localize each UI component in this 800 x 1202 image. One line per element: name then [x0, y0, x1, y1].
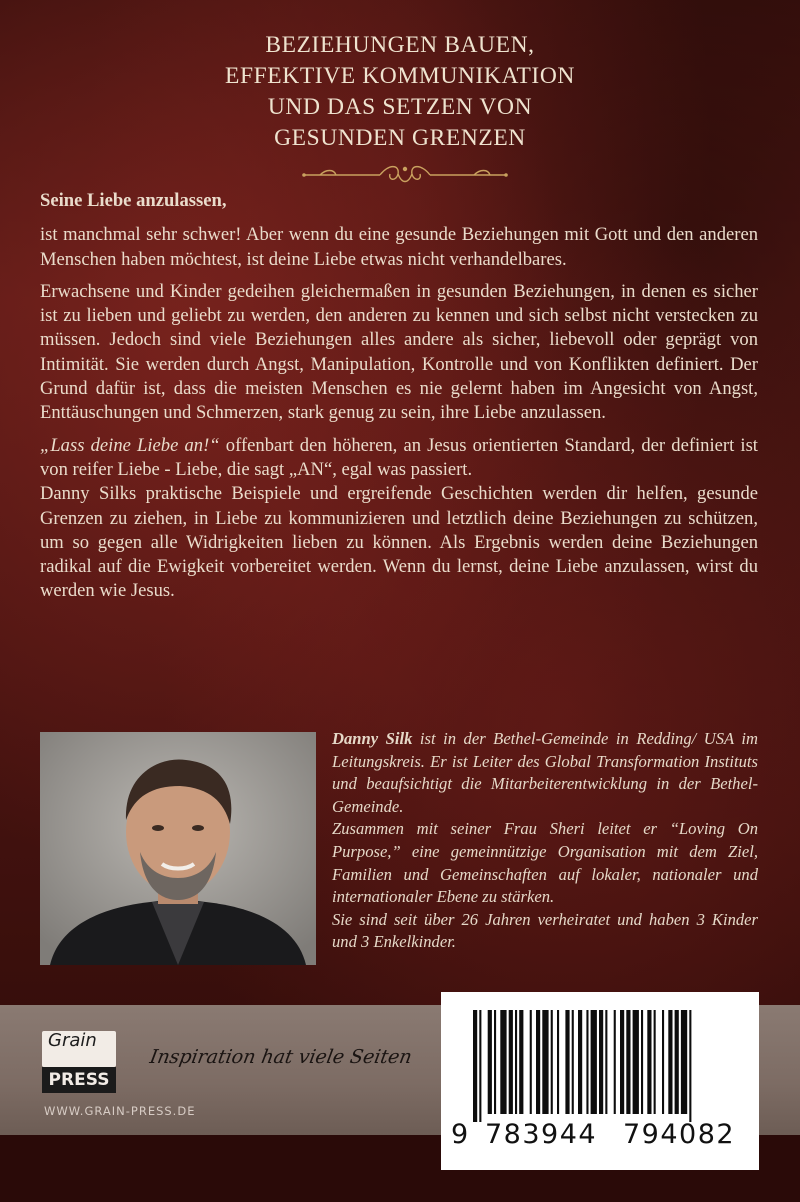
blurb-paragraph-3-text: offenbart den höheren, an Jesus orientierten Standard, der definiert ist von reifer Liebe - Liebe, die sagt „AN“, egal was passiert. — [40, 434, 758, 480]
barcode-bar — [675, 1010, 679, 1114]
blurb-lead: Seine Liebe anzulassen, — [40, 190, 227, 211]
barcode-bar — [681, 1010, 687, 1114]
barcode-bar — [654, 1010, 656, 1114]
author-bio-text-1: ist in der Bethel-Gemeinde in Redding/ USA im Leitungskreis. Er ist Leiter des Global Transformation Instituts und beaufsichtigt die Mitarbeiterentwicklung in der Bethel-Gemeinde. — [332, 729, 758, 816]
author-photo — [40, 732, 316, 965]
publisher-logo-bottom: PRESS — [42, 1067, 116, 1093]
publisher-logo — [42, 1031, 116, 1093]
author-name: Danny Silk — [332, 729, 413, 748]
barcode-bar — [536, 1010, 540, 1114]
barcode-bar — [620, 1010, 624, 1114]
headline-line-3: UND DAS SETZEN VON — [267, 94, 533, 120]
headline-line-2: EFFEKTIVE KOMMUNIKATION — [225, 63, 575, 89]
barcode-bar — [599, 1010, 603, 1114]
publisher-tagline: Inspiration hat viele Seiten — [148, 1046, 414, 1068]
author-bio — [332, 728, 758, 954]
author-bio-paragraph-2: Zusammen mit seiner Frau Sheri leitet er “Loving On Purpose,” eine gemeinnützige Organisation mit dem Ziel, Familien und Gemeinschaften auf lokaler, nationaler und internationaler Ebene zu stärken. — [332, 819, 758, 907]
publisher-logo-top: Grain — [42, 1031, 116, 1067]
barcode-bar — [605, 1010, 607, 1114]
barcode-bar — [647, 1010, 651, 1114]
isbn-group-1: 783944 — [485, 1119, 598, 1150]
headline-line-1: BEZIEHUNGEN BAUEN, — [265, 32, 535, 58]
isbn-group-2: 794082 — [623, 1119, 736, 1150]
barcode-bar — [551, 1010, 553, 1114]
barcode-bar — [488, 1010, 492, 1114]
barcode-bar — [565, 1010, 569, 1114]
blurb-paragraph-2: Erwachsene und Kinder gedeihen gleichermaßen in gesunden Beziehungen, in denen es sicher ist zu lieben und geliebt zu werden, den anderen zu kennen und sich selbst nicht verstecken zu müssen. Jedoch sind viele Beziehungen alles andere als sicher, liebevoll oder geprägt von Intimität. Sie werden durch Angst, Manipulation, Kontrolle und von Konflikten definiert. Der Grund dafür ist, dass die meisten Menschen es nie gelernt haben im Angesicht von Angst, Enttäuschungen und Schmerzen, stark genug zu sein, ihre Liebe anzulassen. — [40, 280, 758, 424]
flourish-ornament-icon — [300, 160, 510, 190]
barcode-bar — [500, 1010, 506, 1114]
blurb — [40, 189, 758, 612]
blurb-paragraph-4: Danny Silks praktische Beispiele und ergreifende Geschichten werden dir helfen, gesunde Grenzen zu ziehen, in Liebe zu kommunizieren und letztlich deine Beziehungen zu schützen, um so gegen alle Widrigkeiten lieben zu können. Als Ergebnis werden deine Beziehungen radikal auf die Ewigkeit vorbereitet werden. Wenn du lernst, deine Liebe anzulassen, wirst du werden wie Jesus. — [40, 483, 758, 602]
barcode-bar — [641, 1010, 643, 1114]
barcode-bar — [515, 1010, 517, 1114]
barcode-bar — [586, 1010, 588, 1114]
barcode-bar — [668, 1010, 672, 1114]
barcode-bar — [572, 1010, 574, 1114]
barcode-bar — [578, 1010, 582, 1114]
barcode-bar — [662, 1010, 664, 1114]
barcode-bar — [542, 1010, 548, 1114]
barcode-bar — [626, 1010, 630, 1114]
barcode-bar — [530, 1010, 532, 1114]
barcode-bar — [591, 1010, 597, 1114]
headline-line-4: GESUNDEN GRENZEN — [274, 125, 526, 151]
isbn-first-digit: 9 — [451, 1119, 469, 1150]
barcode-bar — [689, 1010, 691, 1122]
book-title-quote: „Lass deine Liebe an!“ — [40, 434, 220, 456]
barcode-bar — [494, 1010, 496, 1114]
author-bio-paragraph-3: Sie sind seit über 26 Jahren verheiratet und haben 3 Kinder und 3 Enkelkinder. — [332, 909, 758, 952]
barcode-bar — [519, 1010, 523, 1114]
barcode-bar — [509, 1010, 513, 1114]
blurb-paragraph-3 — [40, 434, 758, 483]
barcode-bar — [479, 1010, 481, 1122]
publisher-url: WWW.GRAIN-PRESS.DE — [44, 1104, 196, 1118]
barcode-bar — [614, 1010, 616, 1114]
barcode-bar — [633, 1010, 639, 1114]
isbn-number — [441, 1119, 759, 1153]
barcode-bar — [473, 1010, 477, 1122]
barcode-bar — [557, 1010, 559, 1114]
headline — [0, 30, 800, 154]
author-bio-paragraph-1 — [332, 728, 758, 818]
blurb-paragraph-1: ist manchmal sehr schwer! Aber wenn du eine gesunde Beziehungen mit Gott und den anderen Menschen haben möchtest, ist deine Liebe etwas nicht verhandelbares. — [40, 224, 758, 270]
